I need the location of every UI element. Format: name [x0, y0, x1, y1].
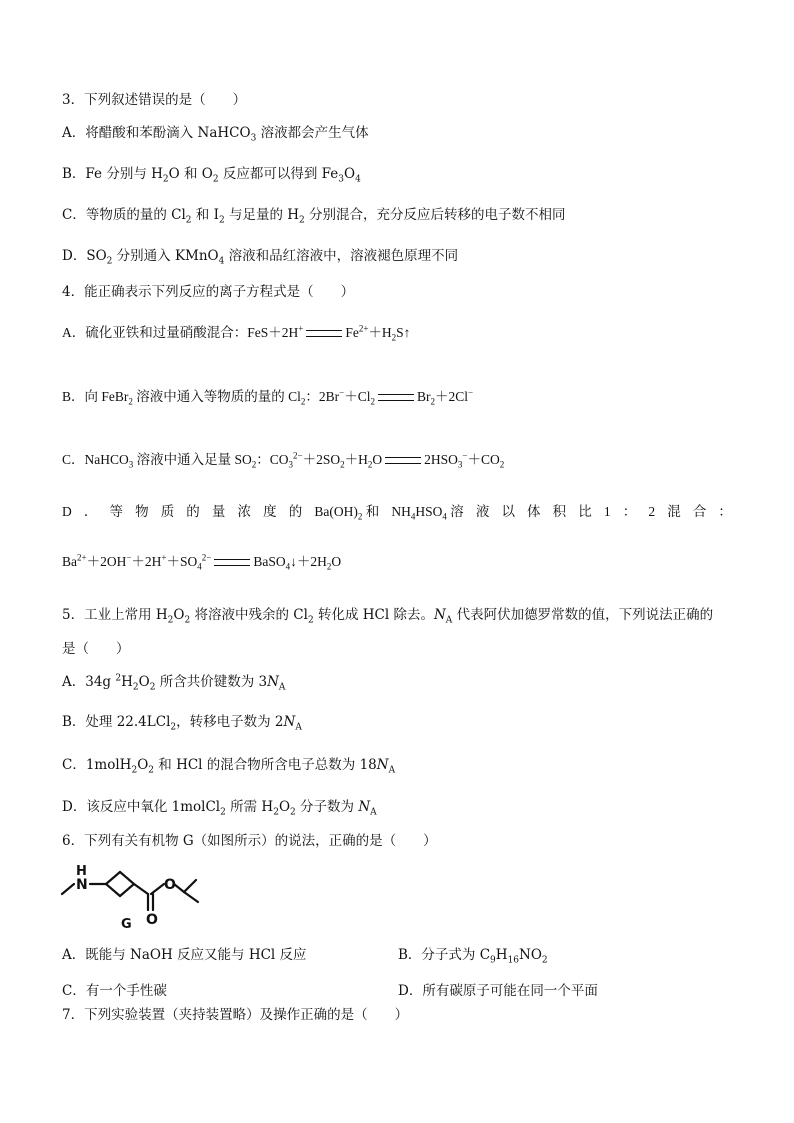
q5-option-b: B．处理 22.4LCl$_2$，转移电子数为 $2N_A$: [62, 714, 302, 733]
q4-option-b: B．向 FeBr$_2$ 溶液中通入等物质的量的 $Cl_2$：$2Br^-+Cl_2$ $Br_2+2Cl^-$: [62, 387, 474, 407]
q5-stem-line1: 5．工业上常用 $H_2O_2$ 将溶液中残余的 $Cl_2$ 转化成 HCl 除去。$N_A$ 代表阿伏加德罗常数的值，下列说法正确的: [62, 607, 714, 626]
q4-option-c: C．NaHCO$_3$ 溶液中通入足量 $SO_2$：$CO_3^{2-}+2SO_2+H_2O$ $2HSO_3^-+CO_2$: [62, 450, 505, 470]
svg-text:H: H: [76, 864, 87, 879]
q4-option-a: A．硫化亚铁和过量硝酸混合：FeS＋2H+ $Fe^{2+}+H_2S↑$: [62, 323, 411, 343]
q6-option-c: C．有一个手性碳: [62, 983, 167, 999]
q5-option-c: C．$1molH_2O_2$ 和 HCl 的混合物所含电子总数为 $18N_A$: [62, 757, 396, 776]
q3-stem: 3．下列叙述错误的是（ ）: [62, 92, 247, 108]
q7-stem: 7．下列实验装置（夹持装置略）及操作正确的是（ ）: [62, 1007, 409, 1023]
q6-option-d: D．所有碳原子可能在同一个平面: [398, 983, 598, 999]
svg-text:O: O: [164, 877, 176, 893]
q4-option-d-line2: $Ba^{2+}+2OH^-+2H^++SO_4^{2-}$ $BaSO_4↓+2H_2O$: [62, 552, 342, 572]
q6-stem: 6．下列有关有机物 G（如图所示）的说法，正确的是（ ）: [62, 833, 437, 849]
q5-stem-line2: 是（ ）: [62, 641, 130, 657]
svg-text:N: N: [76, 877, 88, 893]
q4-option-d-line1: D ． 等 物 质 的 量 浓 度 的 $Ba(OH)_2$ 和 $NH_4HSO_4$ 溶 液 以 体 积 比 1 ： 2 混 合 ：: [62, 504, 732, 522]
molecule-g-structure: [60, 856, 210, 936]
q4-stem: 4．能正确表示下列反应的离子方程式是（ ）: [62, 284, 355, 300]
q5-option-a: A．34g $^2H_2O_2$ 所含共价键数为 $3N_A$: [62, 673, 286, 693]
q3-option-d: D．$SO_2$ 分别通入 KMnO$_4$ 溶液和品红溶液中，溶液褪色原理不同: [62, 248, 459, 267]
q3-option-c: C．等物质的量的 $Cl_2$ 和 $I_2$ 与足量的 $H_2$ 分别混合，充分反应后转移的电子数不相同: [62, 207, 566, 226]
figure-label: G: [121, 917, 132, 932]
q5-option-d: D．该反应中氧化 1molCl$_2$ 所需 $H_2O_2$ 分子数为 $N_A$: [62, 799, 377, 818]
q3-option-b: B．Fe 分别与 $H_2O$ 和 $O_2$ 反应都可以得到 $Fe_3O_4$: [62, 166, 361, 185]
q6-option-a: A．既能与 NaOH 反应又能与 HCl 反应: [62, 947, 307, 963]
q6-option-b: B．分子式为 $C_9H_{16}NO_2$: [398, 947, 548, 966]
svg-text:O: O: [146, 912, 158, 928]
q3-option-a: A．将醋酸和苯酚滴入 NaHCO$_3$ 溶液都会产生气体: [62, 125, 369, 144]
